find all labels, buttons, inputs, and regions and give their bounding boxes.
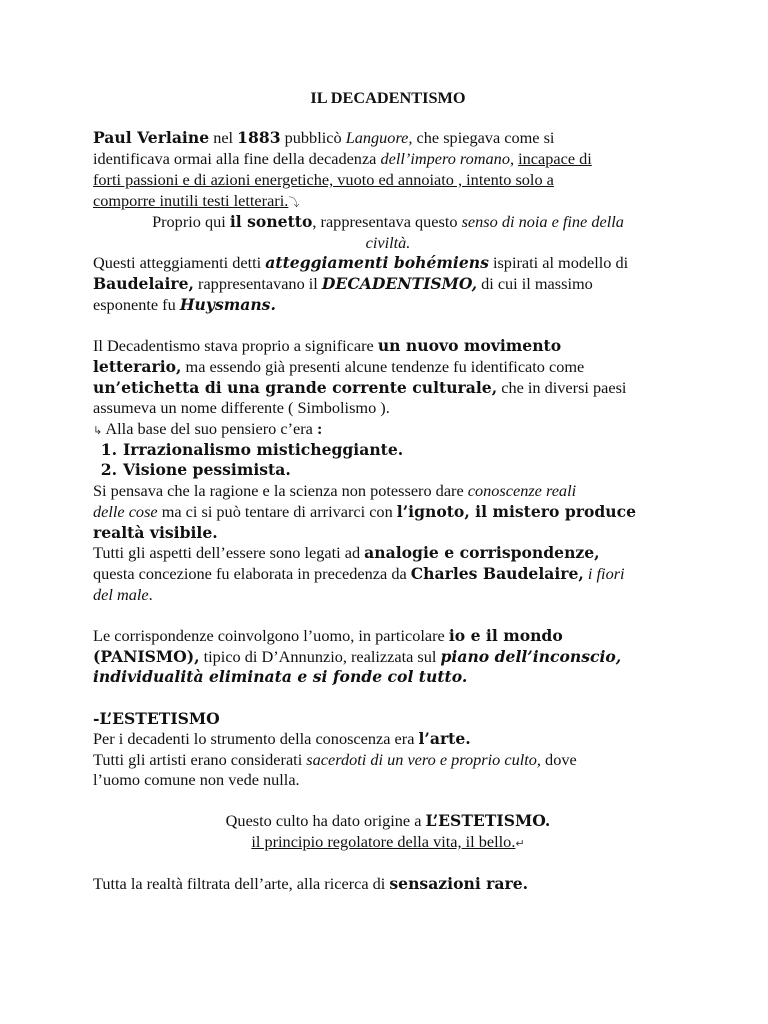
text-run: nel (209, 128, 238, 147)
text-run: di cui il massimo (477, 274, 593, 293)
italic-text: i fiori (583, 564, 625, 583)
paragraph-line (93, 377, 626, 398)
paragraph-line (93, 273, 593, 294)
paragraph-line (93, 480, 576, 501)
text-run: Si pensava che la ragione e la scienza non potessero dare (93, 481, 468, 500)
paragraph-line (93, 294, 276, 315)
paragraph-line (93, 190, 299, 213)
list-item (93, 439, 403, 460)
bold-text: io e il mondo (448, 626, 563, 645)
paragraph-line (93, 335, 561, 356)
arrow-down-right-icon: ↳ (93, 424, 103, 437)
work-title: Languore, (345, 128, 413, 147)
list-item-text: Irrazionalismo misticheggiante. (123, 440, 404, 459)
section-heading: -L’ESTETISMO (93, 709, 220, 728)
text-run: pubblicò (280, 128, 346, 147)
text-run: Tutti gli artisti erano considerati (93, 750, 307, 769)
text-run: tipico di D’Annunzio, realizzata sul (199, 647, 441, 666)
paragraph-line (93, 356, 584, 377)
text-run: ispirati al modello di (488, 253, 629, 272)
bold-text: analogie e corrispondenze, (364, 543, 600, 562)
paragraph-line: realtà visibile. (93, 523, 218, 542)
text-run: Tutta la realtà filtrata dell’arte, alla ricerca di (93, 874, 390, 893)
text-run: Le corrispondenze coinvolgono l’uomo, in particolare (93, 626, 449, 645)
paragraph-line (93, 127, 554, 148)
bold-text: Baudelaire, (93, 274, 194, 293)
italic-text: senso di noia e fine della (461, 212, 624, 231)
italic-text: delle cose (93, 502, 158, 521)
text-run: che spiegava come si (412, 128, 555, 147)
text-run: che in diversi paesi (497, 378, 627, 397)
bold-text: Charles Baudelaire, (410, 564, 584, 583)
paragraph-line (93, 563, 625, 584)
return-mark-icon: ↵ (515, 837, 525, 850)
bold-text: L’ESTETISMO. (425, 811, 551, 830)
paragraph-line (93, 252, 628, 273)
paragraph-line (93, 418, 322, 441)
bold-italic-text: DECADENTISMO, (321, 274, 478, 293)
underlined-text: comporre inutili testi letterari. (93, 191, 289, 210)
centered-line (93, 831, 683, 854)
list-item (93, 459, 291, 480)
text-run: Il Decadentismo stava proprio a significare (93, 336, 378, 355)
bold-text: un nuovo movimento (377, 336, 562, 355)
italic-text: del male (93, 585, 149, 604)
text-run: identificava ormai alla fine della decadenza (93, 149, 381, 168)
paragraph-line (93, 148, 592, 169)
italic-text: dell’impero romano, (380, 149, 515, 168)
centered-line (93, 211, 683, 232)
italic-text: conoscenze reali (467, 481, 577, 500)
paragraph-line (93, 625, 563, 646)
text-run: questa concezione fu elaborata in precedenza da (93, 564, 411, 583)
text-run: . (148, 585, 153, 604)
bold-italic-text: Huysmans. (179, 295, 276, 314)
paragraph-line (93, 728, 471, 749)
paragraph-line: forti passioni e di azioni energetiche, vuoto ed annoiato , intento solo a (93, 170, 554, 189)
paragraph-line: assumeva un nome differente ( Simbolismo ). (93, 398, 390, 417)
paragraph-line (93, 584, 153, 605)
list-number: 1. (100, 440, 117, 459)
underlined-text: incapace di (518, 149, 592, 168)
text-run: ma ci si può tentare di arrivarci con (157, 502, 397, 521)
bold-text: il sonetto (229, 212, 313, 231)
text-run: Questo culto ha dato origine a (225, 811, 426, 830)
centered-line: civiltà. (365, 233, 411, 252)
underlined-text: il principio regolatore della vita, il bello. (251, 832, 516, 851)
text-run: Proprio qui (152, 212, 230, 231)
bold-text: letterario, (93, 357, 182, 376)
bold-text: : (316, 419, 323, 438)
text-run: Alla base del suo pensiero c’era (102, 419, 317, 438)
author-name: Paul Verlaine (93, 128, 210, 147)
bold-italic-text: piano dell’inconscio, (440, 647, 622, 666)
bold-italic-text: atteggiamenti bohémiens (265, 253, 489, 272)
text-run: , rappresentava questo (312, 212, 462, 231)
list-item-text: Visione pessimista. (123, 460, 291, 479)
paragraph-line: l’uomo comune non vede nulla. (93, 770, 300, 789)
paragraph-line (93, 749, 577, 770)
text-run: Tutti gli aspetti dell’essere sono legati ad (93, 543, 365, 562)
paragraph-line (93, 501, 636, 522)
bold-text: (PANISMO), (93, 647, 200, 666)
centered-line (93, 810, 683, 831)
list-number: 2. (100, 460, 117, 479)
paragraph-line (93, 646, 621, 667)
bold-text: l’ignoto, il mistero produce (396, 502, 637, 521)
paragraph-line: individualità eliminata e si fonde col tutto. (93, 667, 468, 686)
line-break-mark-icon: ⤵ (288, 196, 300, 209)
text-run: esponente fu (93, 295, 180, 314)
paragraph-line (93, 873, 528, 894)
year: 1883 (237, 128, 281, 147)
bold-text: l’arte. (418, 729, 471, 748)
text-run: ma essendo già presenti alcune tendenze fu identificato come (181, 357, 585, 376)
bold-text: sensazioni rare. (389, 874, 529, 893)
document-title: IL DECADENTISMO (310, 88, 466, 107)
bold-text: un’etichetta di una grande corrente culturale, (93, 378, 498, 397)
italic-text: sacerdoti di un vero e proprio culto, (306, 750, 541, 769)
text-run: dove (540, 750, 577, 769)
text-run: Questi atteggiamenti detti (93, 253, 266, 272)
text-run: Per i decadenti lo strumento della conoscenza era (93, 729, 419, 748)
text-run: rappresentavano il (193, 274, 322, 293)
paragraph-line (93, 542, 600, 563)
